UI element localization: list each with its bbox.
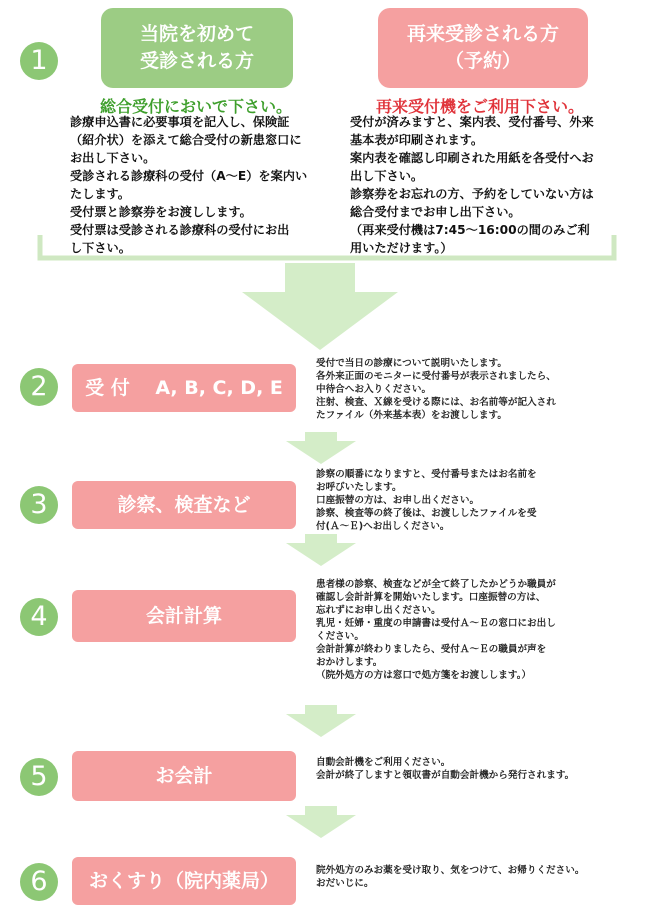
arrow-4 bbox=[286, 705, 356, 737]
return-visit-header: 再来受診される方 （予約） bbox=[378, 8, 588, 88]
step-3-text: 診察の順番になりますと、受付番号またはお名前を お呼びいたします。 口座振替の方は、お申し出ください。 診察、検査等の終了後は、お渡ししたファイルを受 付(Ａ〜Ｅ)へお出しください。 bbox=[316, 469, 537, 532]
step-2-text: 受付で当日の診療について説明いたします。 各外来正面のモニターに受付番号が表示されましたら、 中待合へお入りください。 注射、検査、Ｘ線を受ける際には、お名前等が記入され たファイル（外来基本表）をお渡しします。 bbox=[316, 358, 556, 421]
step-number-3: 3 bbox=[20, 486, 58, 524]
step-number-4: 4 bbox=[20, 598, 58, 636]
first-visit-text: 診療申込書に必要事項を記入し、保険証 （紹介状）を添えて総合受付の新患窓口に お出し下さい。 受診される診療科の受付（A〜E）を案内い たします。 受付票と診察券をお渡しします。 受付票は受診される診療科の受付にお出 し下さい。 bbox=[70, 115, 308, 255]
step-6-box: おくすり（院内薬局） bbox=[72, 857, 296, 905]
step-4-text: 患者様の診察、検査などが全て終了したかどうか職員が 確認し会計計算を開始いたします。口座振替の方は、 忘れずにお申し出ください。 乳児・妊婦・重度の申請書は受付Ａ〜Ｅの窓口にお出し ください。 会計計算が終わりましたら、受付Ａ〜Ｅの職員が声を おかけします。 （院外処方の方は窓口で処方箋をお渡しします。） bbox=[316, 579, 556, 681]
first-visit-subtitle: 総合受付においで下さい。 bbox=[100, 97, 293, 116]
arrow-1 bbox=[242, 263, 398, 350]
step-6-text: 院外処方のみお薬を受け取り、気をつけて、お帰りください。 おだいじに。 bbox=[316, 865, 585, 889]
step-number-1: 1 bbox=[20, 42, 58, 80]
step-4-box: 会計計算 bbox=[72, 590, 296, 642]
return-visit-text: 受付が済みますと、案内表、受付番号、外来 基本表が印刷されます。 案内表を確認し印刷された用紙を各受付へお 出し下さい。 診察券をお忘れの方、予約をしていない方は 総合受付までお申し出下さい。 （再来受付機は7:45〜16:00の間のみご利 用いただけます。） bbox=[350, 115, 594, 255]
step-5-text: 自動会計機をご利用ください。 会計が終了しますと領収書が自動会計機から発行されます。 bbox=[316, 757, 575, 781]
arrow-2 bbox=[286, 432, 356, 464]
step-number-2: 2 bbox=[20, 368, 58, 406]
first-visit-header: 当院を初めて 受診される方 bbox=[101, 8, 293, 88]
arrow-5 bbox=[286, 806, 356, 838]
return-visit-subtitle: 再来受付機をご利用下さい。 bbox=[376, 97, 585, 116]
step-number-5: 5 bbox=[20, 758, 58, 796]
step-3-box: 診察、検査など bbox=[72, 481, 296, 529]
arrow-3 bbox=[286, 534, 356, 566]
step-5-box: お会計 bbox=[72, 751, 296, 801]
step-number-6: 6 bbox=[20, 863, 58, 901]
step-2-box: 受 付 A, B, C, D, E bbox=[72, 364, 296, 412]
